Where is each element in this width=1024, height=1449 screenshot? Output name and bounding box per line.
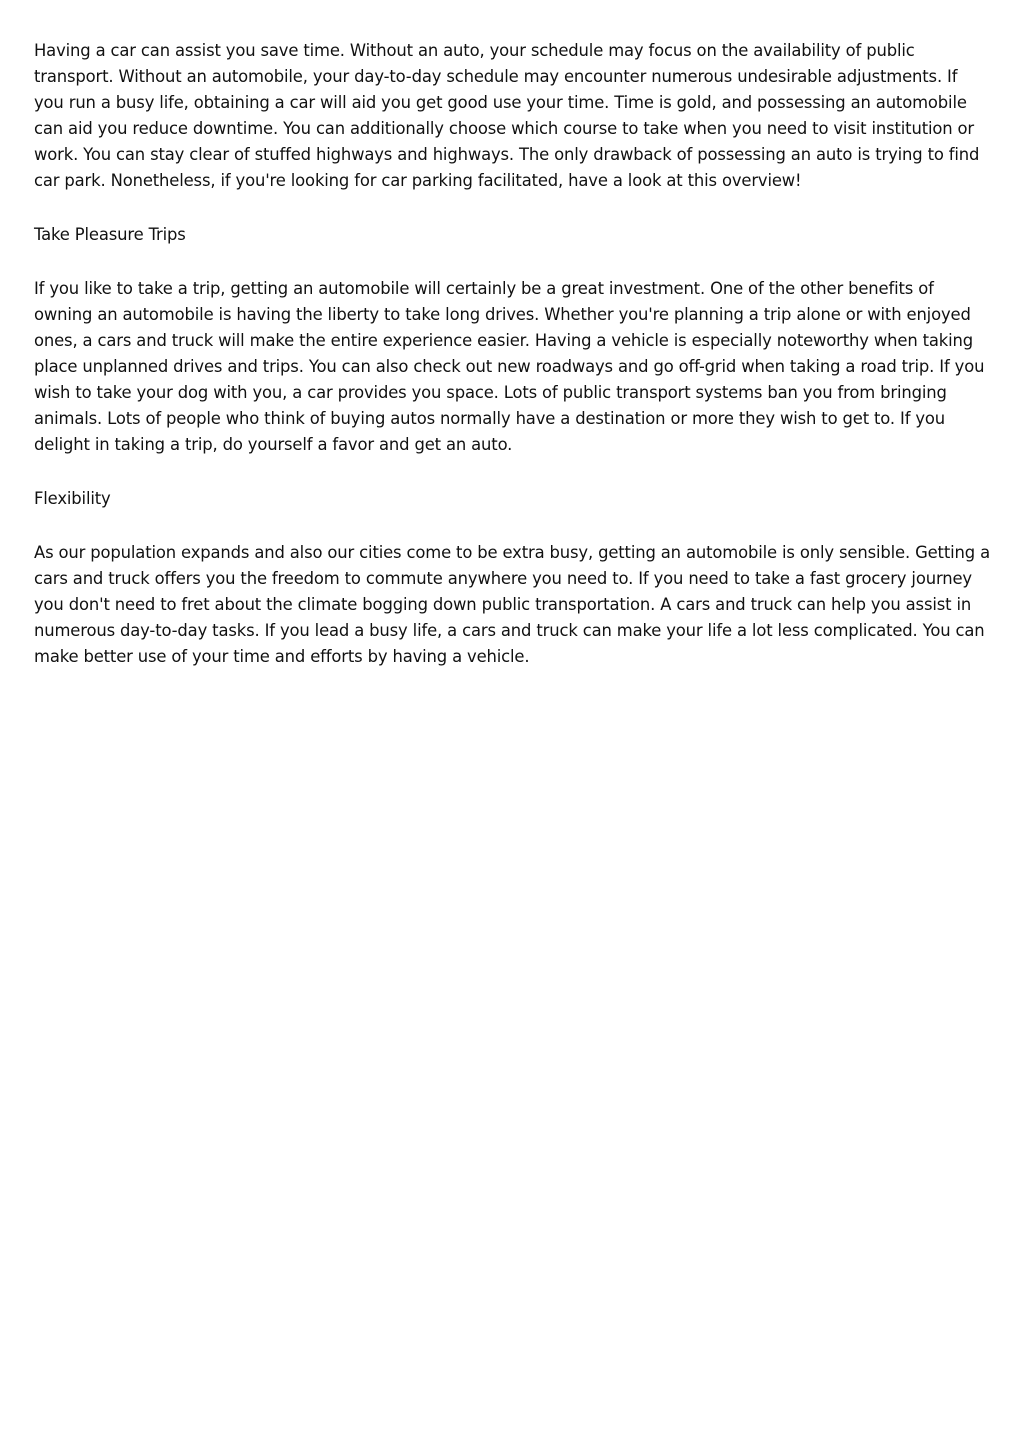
flexibility-paragraph: As our population expands and also our cities come to be extra busy, getting an automobile is only sensible. Getting a cars and truck offers you the freedom to commute anywhere you need to. If you need to take a fast grocery journey you don't need to fret about the climate bogging down public transportation. A cars and truck can help you assist in numerous day-to-day tasks. If you lead a busy life, a cars and truck can make your life a lot less complicated. You can make better use of your time and efforts by having a vehicle. xyxy=(34,543,990,666)
section-heading-flexibility: Flexibility xyxy=(34,489,111,508)
pleasure-trips-paragraph: If you like to take a trip, getting an automobile will certainly be a great investment. One of the other benefits of owning an automobile is having the liberty to take long drives. Whether you're planning a trip alone or with enjoyed ones, a cars and truck will make the entire experience easier. Having a vehicle is especially noteworthy when taking place unplanned drives and trips. You can also check out new roadways and go off-grid when taking a road trip. If you wish to take your dog with you, a car provides you space. Lots of public transport systems ban you from bringing animals. Lots of people who think of buying autos normally have a destination or more they wish to get to. If you delight in taking a trip, do yourself a favor and get an auto. xyxy=(34,279,985,454)
document-page xyxy=(34,38,992,698)
section-heading-pleasure-trips: Take Pleasure Trips xyxy=(34,225,186,244)
intro-paragraph: Having a car can assist you save time. Without an auto, your schedule may focus on the availability of public transport. Without an automobile, your day-to-day schedule may encounter numerous undesirable adjustments. If you run a busy life, obtaining a car will aid you get good use your time. Time is gold, and possessing an automobile can aid you reduce downtime. You can additionally choose which course to take when you need to visit institution or work. You can stay clear of stuffed highways and highways. The only drawback of possessing an auto is trying to find car park. Nonetheless, if you're looking for car parking facilitated, have a look at this overview! xyxy=(34,41,980,190)
